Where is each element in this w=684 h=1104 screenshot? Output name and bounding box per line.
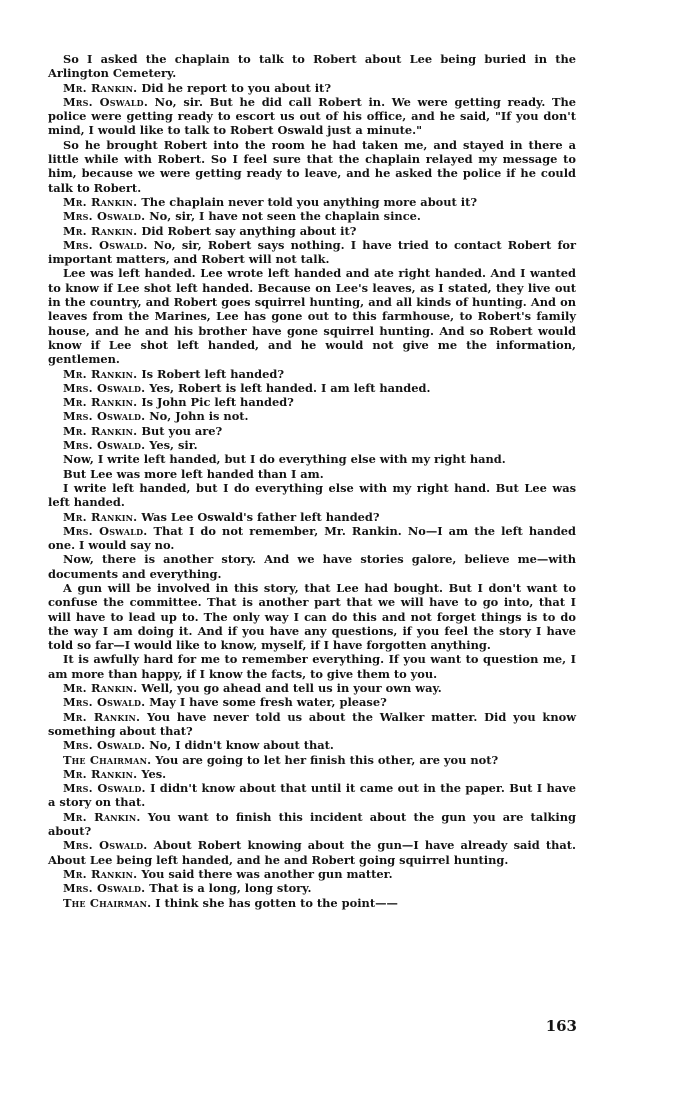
- speaker-label: Mrs. Oswald.: [63, 781, 146, 796]
- paragraph-text: That I do not remember, Mr. Rankin. No—I am the left handed one. I would say no.: [48, 523, 577, 553]
- paragraph-text: Did he report to you about it?: [141, 80, 331, 95]
- speaker-label: Mr. Rankin.: [63, 80, 138, 95]
- paragraph-text: No, I didn't know about that.: [149, 738, 334, 753]
- paragraph: [48, 510, 576, 524]
- speaker-label: Mr. Rankin.: [63, 766, 138, 781]
- paragraph: [48, 738, 576, 752]
- speaker-label: Mrs. Oswald.: [63, 380, 146, 395]
- paragraph-text: Was Lee Oswald's father left handed?: [141, 509, 380, 524]
- paragraph: [48, 395, 576, 409]
- paragraph-text: Yes.: [141, 766, 167, 781]
- paragraph-text: The chaplain never told you anything more about it?: [141, 194, 478, 209]
- speaker-label: Mrs. Oswald.: [63, 838, 148, 853]
- speaker-label: The Chairman.: [63, 752, 152, 767]
- paragraph-text: You are going to let her finish this other, are you not?: [155, 752, 499, 767]
- paragraph: [48, 52, 576, 81]
- paragraph: [48, 266, 576, 366]
- speaker-label: Mr. Rankin.: [63, 223, 138, 238]
- paragraph: [48, 681, 576, 695]
- paragraph: [48, 195, 576, 209]
- paragraph: [48, 753, 576, 767]
- paragraph: [48, 695, 576, 709]
- speaker-label: Mr. Rankin.: [63, 866, 138, 881]
- speaker-label: Mrs. Oswald.: [63, 209, 146, 224]
- paragraph: [48, 467, 576, 481]
- page-number: 163: [545, 1017, 577, 1035]
- speaker-label: Mrs. Oswald.: [63, 523, 148, 538]
- paragraph: [48, 81, 576, 95]
- paragraph-text: But you are?: [141, 423, 223, 438]
- paragraph: [48, 767, 576, 781]
- paragraph-text: You want to finish this incident about the gun you are talking about?: [48, 809, 576, 839]
- paragraph: [48, 581, 576, 652]
- paragraph-text: Is Robert left handed?: [141, 366, 285, 381]
- paragraph-text: That is a long, long story.: [149, 881, 312, 896]
- paragraph: [48, 367, 576, 381]
- paragraph-text: You said there was another gun matter.: [141, 866, 393, 881]
- paragraph-text: Yes, sir.: [149, 438, 198, 453]
- paragraph-text: Now, there is another story. And we have stories galore, believe me—with documents and everything.: [48, 552, 576, 581]
- paragraph-text: Lee was left handed. Lee wrote left handed and ate right handed. And I wanted to know if Lee shot left handed. Because on Lee's leaves, as I stated, they live out in the country, and Robert goes squirrel hunting, and all kinds of hunting. And on leaves from the Marines, Lee has gone out to this farmhouse, to Robert's family house, and he and his brother have gone squirrel hunting. And so Robert would know if Lee shot left handed, and he would not give me the information, gentlemen.: [48, 266, 576, 367]
- paragraph: [48, 867, 576, 881]
- paragraph-text: Well, you go ahead and tell us in your own way.: [141, 681, 442, 696]
- paragraph-text: I think she has gotten to the point——: [155, 895, 398, 910]
- speaker-label: Mr. Rankin.: [63, 709, 141, 724]
- paragraph-text: So I asked the chaplain to talk to Robert about Lee being buried in the Arlington Cemetery.: [48, 52, 576, 81]
- transcript-body: [48, 52, 576, 910]
- paragraph-text: You have never told us about the Walker matter. Did you know something about that?: [48, 709, 576, 738]
- speaker-label: Mrs. Oswald.: [63, 881, 146, 896]
- paragraph: [48, 552, 576, 581]
- speaker-label: Mr. Rankin.: [63, 366, 138, 381]
- paragraph-text: I didn't know about that until it came out in the paper. But I have a story on that.: [48, 781, 577, 810]
- speaker-label: Mrs. Oswald.: [63, 438, 146, 453]
- paragraph: [48, 209, 576, 223]
- paragraph: [48, 452, 576, 466]
- paragraph-text: Now, I write left handed, but I do everything else with my right hand.: [63, 452, 506, 467]
- paragraph: [48, 810, 576, 839]
- speaker-label: Mrs. Oswald.: [63, 409, 146, 424]
- paragraph-text: But Lee was more left handed than I am.: [63, 466, 324, 481]
- paragraph: [48, 481, 576, 510]
- paragraph: [48, 238, 576, 267]
- paragraph: [48, 838, 576, 867]
- speaker-label: Mrs. Oswald.: [63, 695, 146, 710]
- speaker-label: Mr. Rankin.: [63, 194, 138, 209]
- paragraph: [48, 224, 576, 238]
- paragraph-text: About Robert knowing about the gun—I have already said that. About Lee being left handed, and he and Robert going squirrel hunting.: [48, 838, 576, 867]
- paragraph: [48, 409, 576, 423]
- paragraph-text: Yes, Robert is left handed. I am left handed.: [149, 380, 431, 395]
- paragraph: [48, 381, 576, 395]
- speaker-label: Mrs. Oswald.: [63, 237, 148, 252]
- speaker-label: Mr. Rankin.: [63, 395, 138, 410]
- paragraph: [48, 424, 576, 438]
- paragraph-text: Is John Pic left handed?: [141, 395, 294, 410]
- paragraph: [48, 652, 576, 681]
- speaker-label: Mr. Rankin.: [63, 509, 138, 524]
- speaker-label: Mrs. Oswald.: [63, 94, 148, 109]
- paragraph: [48, 710, 576, 739]
- speaker-label: Mrs. Oswald.: [63, 738, 146, 753]
- paragraph: [48, 438, 576, 452]
- speaker-label: The Chairman.: [63, 895, 152, 910]
- paragraph-text: So he brought Robert into the room he had taken me, and stayed in there a little while with Robert. So I feel sure that the chaplain relayed my message to him, because we were getting ready to leave, and he asked the police if he could talk to Robert.: [48, 137, 576, 195]
- speaker-label: Mr. Rankin.: [63, 809, 141, 824]
- paragraph-text: No, John is not.: [149, 409, 249, 424]
- paragraph-text: It is awfully hard for me to remember everything. If you want to question me, I am more than happy, if I know the facts, to give them to you.: [48, 652, 576, 681]
- paragraph-text: No, sir, Robert says nothing. I have tried to contact Robert for important matters, and Robert will not talk.: [48, 237, 576, 267]
- paragraph: [48, 881, 576, 895]
- paragraph-text: No, sir. But he did call Robert in. We were getting ready. The police were getting ready to escort us out of his office, and he said, "If you don't mind, I would like to talk to Robert Oswald just a minute.": [48, 94, 577, 138]
- speaker-label: Mr. Rankin.: [63, 681, 138, 696]
- paragraph: [48, 524, 576, 553]
- paragraph: [48, 95, 576, 138]
- paragraph: [48, 896, 576, 910]
- paragraph-text: I write left handed, but I do everything else with my right hand. But Lee was left handed.: [48, 480, 576, 510]
- paragraph: [48, 781, 576, 810]
- paragraph-text: A gun will be involved in this story, that Lee had bought. But I don't want to confuse the committee. That is another part that we will have to go into, that I will have to lead up to. The only way I can do this and not forget things is to do the way I am doing it. And if you have any questions, if you feel the story I have told so far—I would like to know, myself, if I have forgotten anything.: [48, 580, 576, 653]
- paragraph-text: Did Robert say anything about it?: [141, 223, 357, 238]
- paragraph: [48, 138, 576, 195]
- speaker-label: Mr. Rankin.: [63, 423, 138, 438]
- paragraph-text: No, sir, I have not seen the chaplain since.: [149, 209, 421, 224]
- paragraph-text: May I have some fresh water, please?: [149, 695, 387, 710]
